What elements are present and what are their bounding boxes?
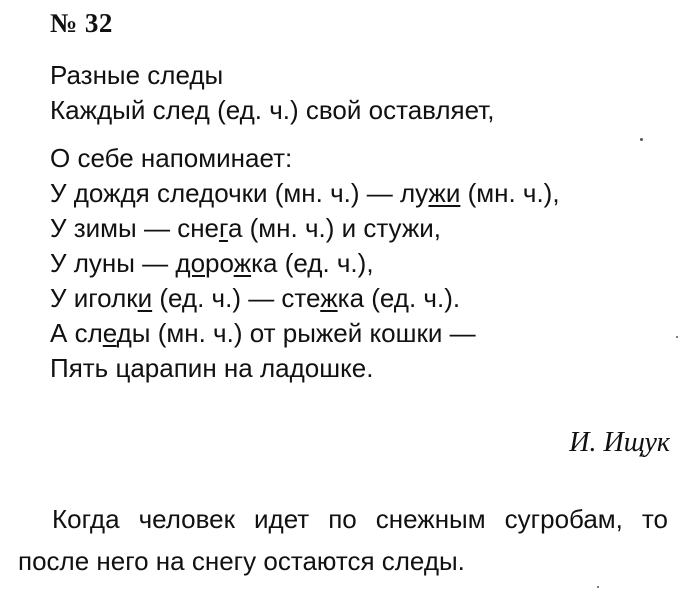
scan-speck bbox=[676, 336, 678, 338]
line-text: ка (ед. ч.). bbox=[337, 283, 461, 313]
line-text: (мн. ч.), bbox=[460, 178, 560, 208]
answer-line-1: Когда человек идет по снежным сугробам, то bbox=[52, 504, 668, 534]
underlined-letters: ж bbox=[320, 283, 338, 313]
answer-paragraph bbox=[18, 498, 668, 582]
underlined-letters: до bbox=[175, 248, 206, 278]
stanza-gap bbox=[50, 128, 690, 141]
underlined-letters: жи bbox=[428, 178, 461, 208]
poem-line bbox=[50, 281, 690, 316]
underlined-letters: и bbox=[137, 283, 153, 313]
poem-author: И. Ищук bbox=[569, 427, 670, 458]
underlined-letters: ж bbox=[233, 248, 252, 278]
poem bbox=[50, 58, 690, 386]
line-text: ды (мн. ч.) от рыжей кошки — bbox=[116, 318, 476, 348]
underlined-letters: д bbox=[194, 95, 210, 125]
line-text: У луны — bbox=[50, 248, 176, 278]
line-text: У зимы — сне bbox=[50, 213, 220, 243]
poem-line bbox=[50, 316, 690, 351]
underlined-letters: г bbox=[219, 213, 228, 243]
line-text: а (мн. ч.) и стужи, bbox=[227, 213, 441, 243]
task-number: № 32 bbox=[50, 8, 113, 38]
scan-speck bbox=[640, 138, 643, 141]
poem-line bbox=[50, 141, 690, 176]
line-text: (ед. ч.) — сте bbox=[152, 283, 321, 313]
underlined-letters: е bbox=[102, 318, 117, 348]
line-text: Пять царапин на ладошке. bbox=[50, 353, 374, 383]
answer-line-2: после него на снегу остаются следы. bbox=[18, 546, 465, 576]
poem-line bbox=[50, 246, 690, 281]
scan-speck bbox=[597, 586, 599, 588]
poem-title: Разные следы bbox=[50, 60, 224, 90]
line-text: ка (ед. ч.), bbox=[251, 248, 374, 278]
poem-line bbox=[50, 176, 690, 211]
poem-line bbox=[50, 93, 690, 128]
underlined-letters: д bbox=[199, 178, 215, 208]
line-text: А сл bbox=[50, 318, 103, 348]
line-text: У иголк bbox=[50, 283, 138, 313]
poem-line bbox=[50, 351, 690, 386]
line-text: (ед. ч.) свой оставляет, bbox=[209, 95, 495, 125]
poem-line bbox=[50, 211, 690, 246]
line-text: Каждый сле bbox=[50, 95, 195, 125]
line-text: О себе напоминает: bbox=[50, 143, 293, 173]
line-text: У дождя сле bbox=[50, 178, 200, 208]
line-text: ро bbox=[205, 248, 234, 278]
line-text: очки (мн. ч.) — лу bbox=[214, 178, 429, 208]
